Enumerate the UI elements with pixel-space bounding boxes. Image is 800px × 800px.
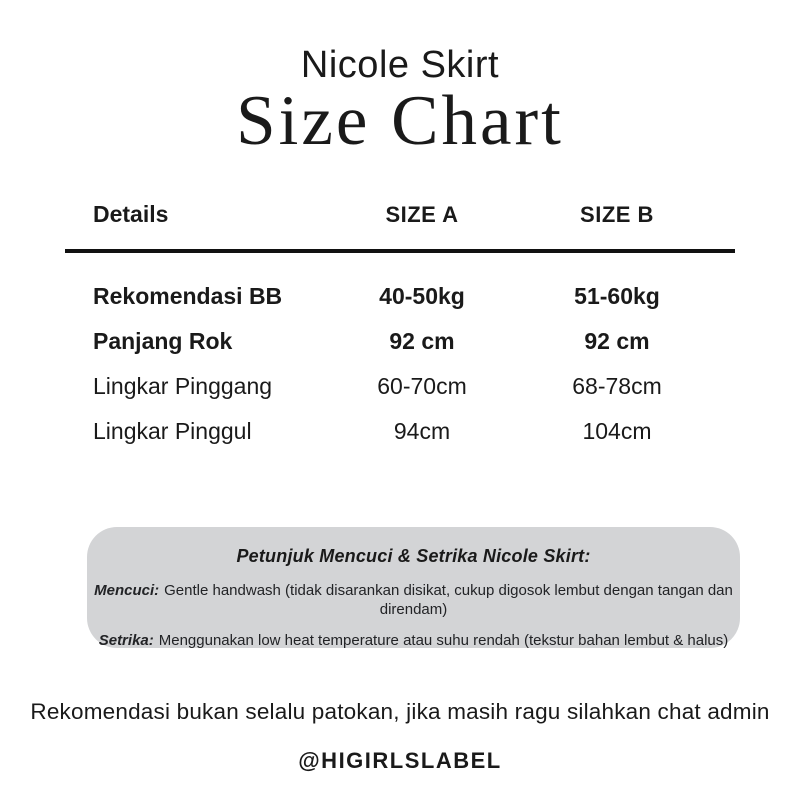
row-value-size-a: 94cm [393, 418, 451, 444]
row-value-size-a: 92 cm [389, 328, 455, 354]
table-row [65, 274, 735, 319]
care-instruction-washing [87, 581, 740, 619]
table-body [65, 274, 735, 454]
care-box-title: Petunjuk Mencuci & Setrika Nicole Skirt: [236, 546, 591, 566]
row-label: Rekomendasi BB [93, 283, 283, 309]
size-table [65, 201, 735, 454]
column-header-size-b: SIZE B [580, 201, 654, 227]
row-label: Lingkar Pinggang [93, 373, 273, 399]
care-instruction-text: Gentle handwash (tidak disarankan disikat, cukup digosok lembut dengan tangan dan direndam) [164, 582, 733, 618]
row-value-size-b: 104cm [582, 418, 652, 444]
row-label: Panjang Rok [93, 328, 233, 354]
care-instructions-box [87, 527, 740, 648]
page-header [0, 0, 800, 160]
table-header-row [65, 201, 735, 228]
table-row [65, 409, 735, 454]
row-value-size-b: 68-78cm [572, 373, 662, 399]
table-row [65, 364, 735, 409]
care-instruction-text: Menggunakan low heat temperature atau suhu rendah (tekstur bahan lembut & halus) [158, 632, 729, 649]
row-label: Lingkar Pinggul [93, 418, 252, 444]
row-value-size-b: 51-60kg [574, 283, 660, 309]
row-value-size-b: 92 cm [584, 328, 650, 354]
page-title: Size Chart [236, 82, 564, 160]
brand-handle: @HIGIRLSLABEL [298, 748, 502, 773]
row-value-size-a: 40-50kg [379, 283, 465, 309]
column-header-size-a: SIZE A [385, 201, 459, 227]
care-instruction-label: Mencuci: [94, 582, 160, 599]
row-value-size-a: 60-70cm [377, 373, 467, 399]
table-row [65, 319, 735, 364]
column-header-details: Details [93, 201, 169, 227]
product-name: Nicole Skirt [300, 44, 500, 86]
care-instruction-label: Setrika: [98, 632, 154, 649]
care-instruction-ironing [87, 631, 740, 650]
footer-note: Rekomendasi bukan selalu patokan, jika masih ragu silahkan chat admin [30, 699, 770, 724]
table-divider [65, 249, 735, 253]
